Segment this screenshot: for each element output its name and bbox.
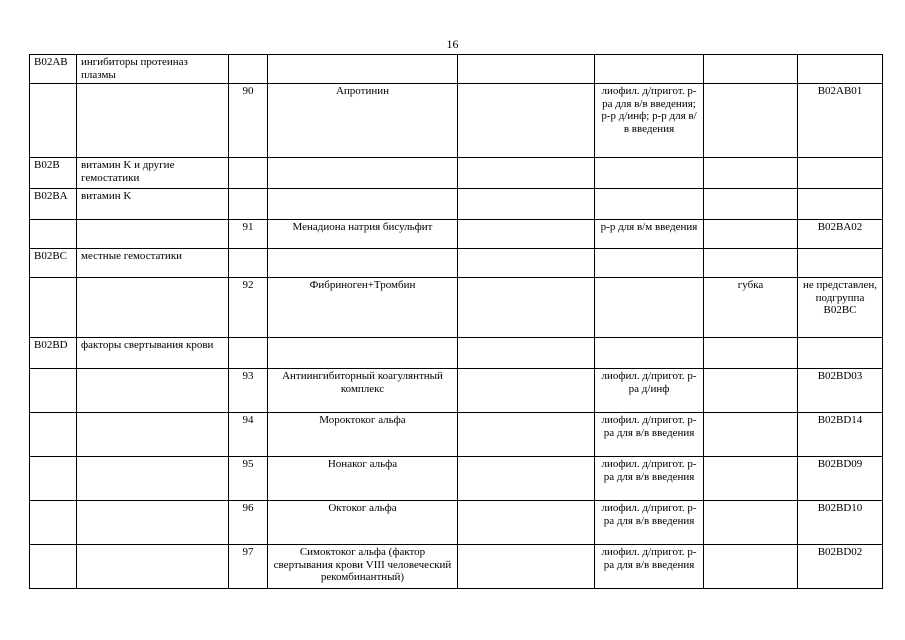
empty-cell	[458, 369, 595, 413]
atc-reference-cell: B02BD03	[798, 369, 883, 413]
table-row	[30, 369, 883, 413]
row-number-cell: 90	[229, 84, 268, 158]
atc-code-cell	[30, 413, 77, 457]
dosage-form-cell: лиофил. д/пригот. р-ра для в/в введения	[595, 501, 704, 545]
atc-reference-cell: B02BD14	[798, 413, 883, 457]
atc-code-cell: B02BC	[30, 249, 77, 278]
drug-name-cell: Менадиона натрия бисульфит	[268, 220, 458, 249]
dosage-form-alt-cell: губка	[704, 278, 798, 338]
table-row	[30, 501, 883, 545]
drug-name-cell	[268, 55, 458, 84]
dosage-form-cell: лиофил. д/пригот. р-ра для в/в введения; р-р д/инф; р-р для в/в введения	[595, 84, 704, 158]
drug-name-cell	[268, 158, 458, 189]
dosage-form-alt-cell	[704, 457, 798, 501]
atc-code-cell: B02B	[30, 158, 77, 189]
atc-reference-cell: B02BD02	[798, 545, 883, 589]
drug-table	[29, 54, 883, 589]
group-name-cell	[77, 545, 229, 589]
atc-reference-cell: B02BD10	[798, 501, 883, 545]
drug-name-cell	[268, 249, 458, 278]
page-number: 16	[446, 37, 459, 51]
atc-reference-cell	[798, 189, 883, 220]
table-row	[30, 338, 883, 369]
atc-code-cell	[30, 457, 77, 501]
drug-name-cell: Мороктоког альфа	[268, 413, 458, 457]
table-row	[30, 457, 883, 501]
table-row	[30, 220, 883, 249]
atc-reference-cell	[798, 249, 883, 278]
row-number-cell	[229, 55, 268, 84]
table-row	[30, 249, 883, 278]
dosage-form-alt-cell	[704, 545, 798, 589]
atc-reference-cell: B02BA02	[798, 220, 883, 249]
row-number-cell: 95	[229, 457, 268, 501]
group-name-cell	[77, 501, 229, 545]
empty-cell	[458, 413, 595, 457]
dosage-form-cell	[595, 158, 704, 189]
dosage-form-cell: р-р для в/м введения	[595, 220, 704, 249]
dosage-form-alt-cell	[704, 501, 798, 545]
group-name-cell	[77, 220, 229, 249]
atc-code-cell	[30, 84, 77, 158]
row-number-cell: 92	[229, 278, 268, 338]
empty-cell	[458, 249, 595, 278]
empty-cell	[458, 338, 595, 369]
dosage-form-alt-cell	[704, 369, 798, 413]
row-number-cell	[229, 189, 268, 220]
atc-code-cell: B02BA	[30, 189, 77, 220]
dosage-form-alt-cell	[704, 249, 798, 278]
atc-code-cell	[30, 278, 77, 338]
dosage-form-cell	[595, 189, 704, 220]
atc-reference-cell	[798, 158, 883, 189]
drug-name-cell: Октоког альфа	[268, 501, 458, 545]
dosage-form-cell: лиофил. д/пригот. р-ра для в/в введения	[595, 545, 704, 589]
drug-name-cell: Фибриноген+Тромбин	[268, 278, 458, 338]
group-name-cell	[77, 457, 229, 501]
dosage-form-alt-cell	[704, 189, 798, 220]
group-name-cell: ингибиторы протеиназ плазмы	[77, 55, 229, 84]
drug-name-cell: Антиингибиторный коагулянтный комплекс	[268, 369, 458, 413]
atc-reference-cell	[798, 55, 883, 84]
atc-code-cell: B02BD	[30, 338, 77, 369]
row-number-cell: 91	[229, 220, 268, 249]
row-number-cell: 97	[229, 545, 268, 589]
empty-cell	[458, 457, 595, 501]
drug-name-cell	[268, 189, 458, 220]
drug-name-cell: Симоктоког альфа (фактор свертывания крови VIII человеческий рекомбинантный)	[268, 545, 458, 589]
group-name-cell: факторы свертывания крови	[77, 338, 229, 369]
atc-reference-cell	[798, 338, 883, 369]
atc-code-cell	[30, 220, 77, 249]
dosage-form-cell: лиофил. д/пригот. р-ра для в/в введения	[595, 413, 704, 457]
empty-cell	[458, 278, 595, 338]
atc-reference-cell: B02BD09	[798, 457, 883, 501]
table-row	[30, 55, 883, 84]
group-name-cell: витамин K	[77, 189, 229, 220]
dosage-form-alt-cell	[704, 413, 798, 457]
dosage-form-cell	[595, 338, 704, 369]
row-number-cell	[229, 158, 268, 189]
dosage-form-alt-cell	[704, 338, 798, 369]
atc-code-cell: B02AB	[30, 55, 77, 84]
table-row	[30, 158, 883, 189]
row-number-cell	[229, 249, 268, 278]
drug-name-cell: Апротинин	[268, 84, 458, 158]
empty-cell	[458, 545, 595, 589]
dosage-form-alt-cell	[704, 55, 798, 84]
dosage-form-cell	[595, 55, 704, 84]
drug-name-cell	[268, 338, 458, 369]
table-row	[30, 545, 883, 589]
row-number-cell: 96	[229, 501, 268, 545]
empty-cell	[458, 189, 595, 220]
empty-cell	[458, 158, 595, 189]
dosage-form-alt-cell	[704, 158, 798, 189]
dosage-form-cell: лиофил. д/пригот. р-ра для в/в введения	[595, 457, 704, 501]
row-number-cell: 93	[229, 369, 268, 413]
atc-reference-cell: не представлен, подгруппа B02BC	[798, 278, 883, 338]
table-row	[30, 84, 883, 158]
atc-code-cell	[30, 369, 77, 413]
group-name-cell	[77, 369, 229, 413]
empty-cell	[458, 220, 595, 249]
drug-name-cell: Нонаког альфа	[268, 457, 458, 501]
empty-cell	[458, 84, 595, 158]
table-row	[30, 189, 883, 220]
dosage-form-cell	[595, 249, 704, 278]
group-name-cell: витамин K и другие гемостатики	[77, 158, 229, 189]
atc-code-cell	[30, 501, 77, 545]
group-name-cell	[77, 278, 229, 338]
dosage-form-cell	[595, 278, 704, 338]
dosage-form-alt-cell	[704, 84, 798, 158]
empty-cell	[458, 55, 595, 84]
group-name-cell	[77, 413, 229, 457]
table-row	[30, 278, 883, 338]
row-number-cell: 94	[229, 413, 268, 457]
atc-reference-cell: B02AB01	[798, 84, 883, 158]
table-row	[30, 413, 883, 457]
dosage-form-alt-cell	[704, 220, 798, 249]
row-number-cell	[229, 338, 268, 369]
atc-code-cell	[30, 545, 77, 589]
group-name-cell: местные гемостатики	[77, 249, 229, 278]
group-name-cell	[77, 84, 229, 158]
dosage-form-cell: лиофил. д/пригот. р-ра д/инф	[595, 369, 704, 413]
empty-cell	[458, 501, 595, 545]
